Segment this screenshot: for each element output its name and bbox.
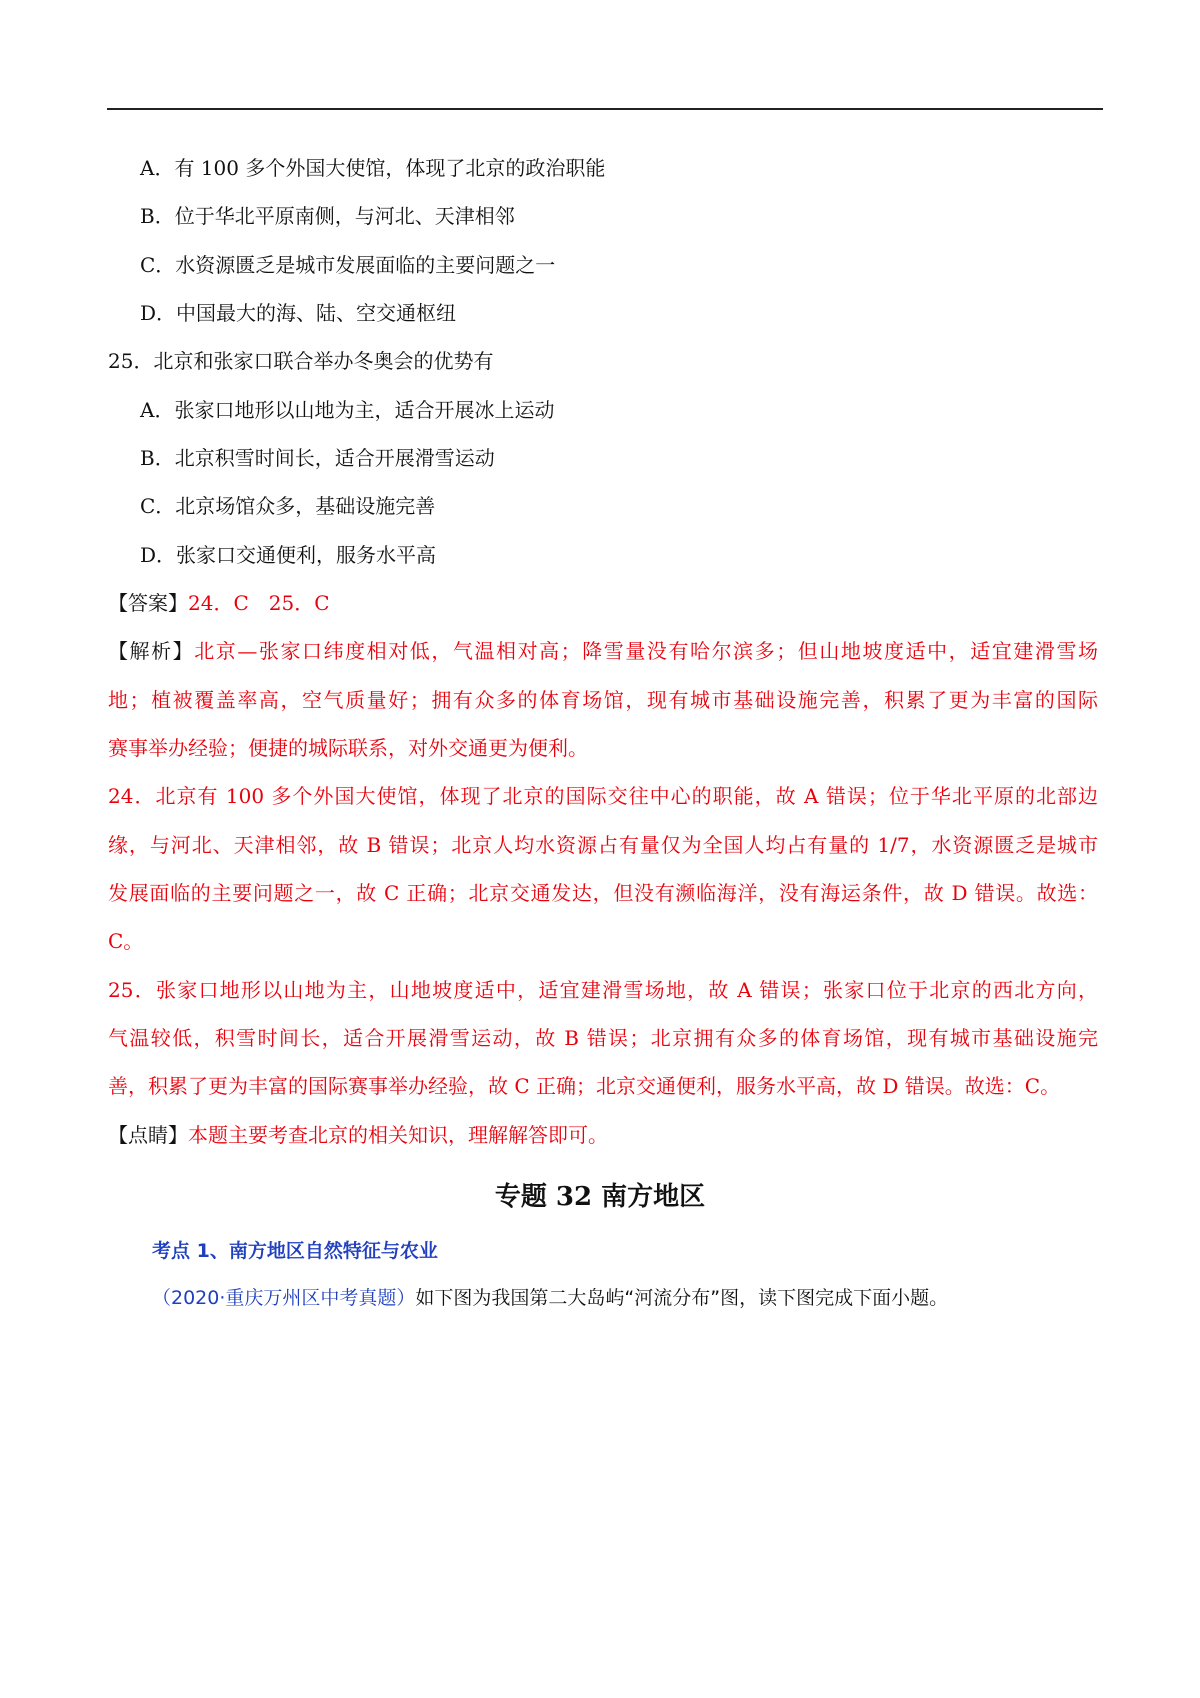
explain24-line-3: 发展面临的主要问题之一，故 C 正确；北京交通发达，但没有濒临海洋，没有海运条件，故 D 错误。故选： <box>108 881 1098 905</box>
answer-line <box>108 589 330 617</box>
analysis-text-1: 北京—张家口纬度相对低，气温相对高；降雪量没有哈尔滨多；但山地坡度适中，适宜建滑雪场 <box>194 639 1099 663</box>
explain24-line-2: 缘，与河北、天津相邻，故 B 错误；北京人均水资源占有量仅为全国人均占有量的 1/7，水资源匮乏是城市 <box>108 833 1098 857</box>
explain24-line-4: C。 <box>108 929 144 953</box>
q24-option-a: A．有 100 多个外国大使馆，体现了北京的政治职能 <box>140 156 606 180</box>
q24-option-b: B．位于华北平原南侧，与河北、天津相邻 <box>140 204 515 228</box>
q25-stem: 25．北京和张家口联合举办冬奥会的优势有 <box>108 349 494 373</box>
source-question-line <box>152 1283 948 1310</box>
q25-option-a: A．张家口地形以山地为主，适合开展冰上运动 <box>140 398 555 422</box>
q25-option-b: B．北京积雪时间长，适合开展滑雪运动 <box>140 446 495 470</box>
comment-line <box>108 1121 608 1149</box>
analysis-line-1 <box>108 637 1098 665</box>
answer-text: 24．C 25．C <box>188 591 330 615</box>
explain25-line-2: 气温较低，积雪时间长，适合开展滑雪运动，故 B 错误；北京拥有众多的体育场馆，现有城市基础设施完 <box>108 1026 1098 1050</box>
q24-option-c: C．水资源匮乏是城市发展面临的主要问题之一 <box>140 253 556 277</box>
explain25-line-1: 25．张家口地形以山地为主，山地坡度适中，适宜建滑雪场地，故 A 错误；张家口位于北京的西北方向， <box>108 978 1098 1002</box>
analysis-line-3: 赛事举办经验；便捷的城际联系，对外交通更为便利。 <box>108 736 588 760</box>
explain24-line-1: 24．北京有 100 多个外国大使馆，体现了北京的国际交往中心的职能，故 A 错误；位于华北平原的北部边 <box>108 784 1098 808</box>
explain25-line-3: 善，积累了更为丰富的国际赛事举办经验，故 C 正确；北京交通便利，服务水平高，故 D 错误。故选：C。 <box>108 1074 1061 1098</box>
kaodian-heading: 考点 1、南方地区自然特征与农业 <box>152 1240 438 1262</box>
q25-option-c: C．北京场馆众多，基础设施完善 <box>140 494 436 518</box>
comment-tag: 【点睛】 <box>108 1123 188 1147</box>
question-source: （2020·重庆万州区中考真题） <box>152 1287 416 1309</box>
comment-text: 本题主要考查北京的相关知识，理解解答即可。 <box>188 1123 608 1147</box>
q25-option-d: D．张家口交通便利，服务水平高 <box>140 543 437 567</box>
question-intro: 如下图为我国第二大岛屿“河流分布”图，读下图完成下面小题。 <box>415 1287 949 1309</box>
section-title: 专题 32 南方地区 <box>494 1182 706 1212</box>
analysis-line-2: 地；植被覆盖率高，空气质量好；拥有众多的体育场馆，现有城市基础设施完善，积累了更为丰富的国际 <box>108 688 1098 712</box>
answer-tag: 【答案】 <box>108 591 188 615</box>
header-rule <box>107 108 1103 110</box>
q24-option-d: D．中国最大的海、陆、空交通枢纽 <box>140 301 457 325</box>
analysis-tag: 【解析】 <box>108 639 195 663</box>
